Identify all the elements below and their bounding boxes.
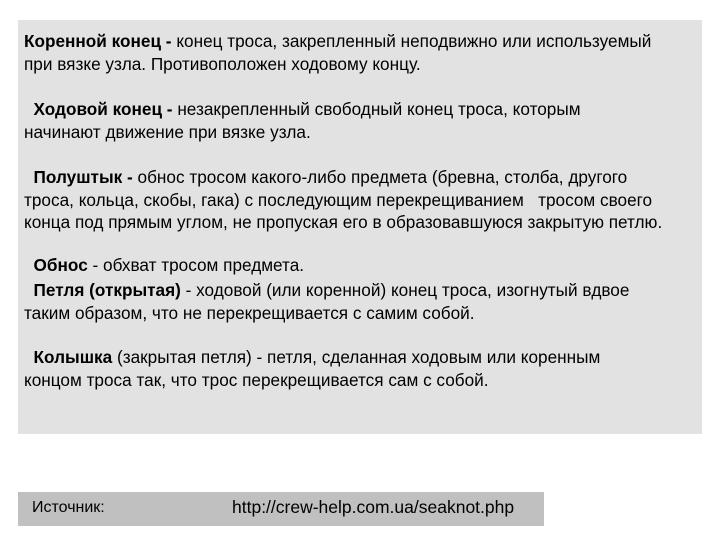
definition-polushtyk xyxy=(24,166,662,234)
definition-text-line: концом троса так, что трос перекрещивается сам с собой. xyxy=(24,369,489,390)
term-petlya: Петля (открытая) xyxy=(24,280,181,300)
term-polushtyk: Полуштык xyxy=(24,167,123,187)
definition-obnos xyxy=(24,254,304,277)
definition-text-line: троса, кольца, скобы, гака) с последующим перекрещиванием тросом своего xyxy=(24,189,653,210)
definition-korennoy-konets xyxy=(24,30,651,75)
definition-text-line: начинают движение при вязке узла. xyxy=(24,121,311,142)
definitions-panel xyxy=(18,20,702,434)
term-obnos: Обнос xyxy=(24,255,88,275)
term-separator: - xyxy=(161,31,177,51)
source-label: Источник: xyxy=(32,499,105,516)
definition-text-line: обнос тросом какого-либо предмета (бревна, столба, другого xyxy=(137,167,628,187)
definition-petlya xyxy=(24,279,629,324)
term-separator: - xyxy=(162,99,178,119)
definition-kolyshka xyxy=(24,346,600,391)
source-bar xyxy=(18,492,544,526)
definition-text-line: конец троса, закрепленный неподвижно или используемый xyxy=(176,31,652,51)
term-separator: - xyxy=(180,280,197,300)
definition-text-line: незакрепленный свободный конец троса, которым xyxy=(177,99,581,119)
definition-khodovoy-konets xyxy=(24,98,581,143)
definition-text-line: ходовой (или коренной) конец троса, изогнутый вдвое xyxy=(196,280,630,300)
source-link[interactable]: http://crew-help.com.ua/seaknot.php xyxy=(232,497,515,517)
definition-text-line: обхват тросом предмета. xyxy=(103,255,305,275)
definition-text-line: таким образом, что не перекрещивается с самим собой. xyxy=(24,302,475,323)
term-separator: - xyxy=(122,167,138,187)
definition-text-line: конца под прямым углом, не пропуская его в образовавшуюся закрытую петлю. xyxy=(24,212,663,232)
term-korennoy-konets: Коренной конец xyxy=(24,31,162,51)
term-khodovoy-konets: Ходовой конец xyxy=(24,99,163,119)
definition-text-line: (закрытая петля) - петля, сделанная ходовым или коренным xyxy=(116,347,601,367)
term-separator: - xyxy=(87,255,104,275)
term-kolyshka: Колышка xyxy=(24,347,113,367)
definition-text-line: при вязке узла. Противоположен ходовому концу. xyxy=(24,53,421,74)
